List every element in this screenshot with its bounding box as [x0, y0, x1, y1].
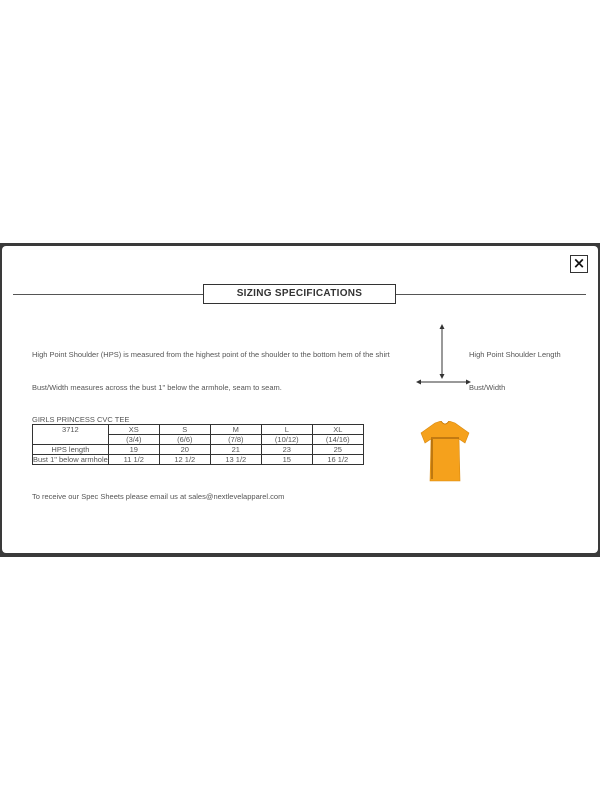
table-cell: 25 [312, 445, 363, 455]
hps-description: High Point Shoulder (HPS) is measured from the highest point of the shoulder to the bottom hem of the shirt [32, 350, 390, 359]
size-header: S [159, 425, 210, 435]
size-table [32, 424, 364, 465]
size-header: XS [108, 425, 159, 435]
table-cell: 11 1/2 [108, 455, 159, 465]
title-divider-left [13, 294, 203, 295]
table-cell: 19 [108, 445, 159, 455]
table-row [33, 455, 364, 465]
table-cell: 15 [261, 455, 312, 465]
table-cell: 13 1/2 [210, 455, 261, 465]
table-cell: 20 [159, 445, 210, 455]
size-header: XL [312, 425, 363, 435]
style-number-cell: 3712 [33, 425, 109, 445]
size-header: M [210, 425, 261, 435]
youth-size: (10/12) [261, 435, 312, 445]
youth-size: (14/16) [312, 435, 363, 445]
close-icon: × [572, 254, 586, 272]
table-cell: 23 [261, 445, 312, 455]
hps-label: High Point Shoulder Length [469, 350, 561, 359]
table-cell: 16 1/2 [312, 455, 363, 465]
row-label: Bust 1" below armhole [33, 455, 108, 464]
youth-size: (3/4) [108, 435, 159, 445]
table-title: GIRLS PRINCESS CVC TEE [32, 415, 130, 424]
modal-title: SIZING SPECIFICATIONS [203, 284, 396, 304]
close-button[interactable] [570, 255, 588, 273]
bust-description: Bust/Width measures across the bust 1" below the armhole, seam to seam. [32, 383, 282, 392]
email-text: To receive our Spec Sheets please email us at sales@nextlevelapparel.com [32, 492, 285, 501]
orange-tshirt-icon [419, 421, 471, 483]
table-header-row [33, 425, 364, 435]
table-cell: 12 1/2 [159, 455, 210, 465]
youth-size: (7/8) [210, 435, 261, 445]
row-label: HPS length [33, 445, 109, 455]
sizing-modal [2, 246, 598, 553]
size-header: L [261, 425, 312, 435]
youth-size: (6/6) [159, 435, 210, 445]
table-row [33, 445, 364, 455]
title-divider-right [396, 294, 586, 295]
bust-label: Bust/Width [469, 383, 506, 392]
measurement-arrows-icon [412, 324, 472, 390]
table-cell: 21 [210, 445, 261, 455]
